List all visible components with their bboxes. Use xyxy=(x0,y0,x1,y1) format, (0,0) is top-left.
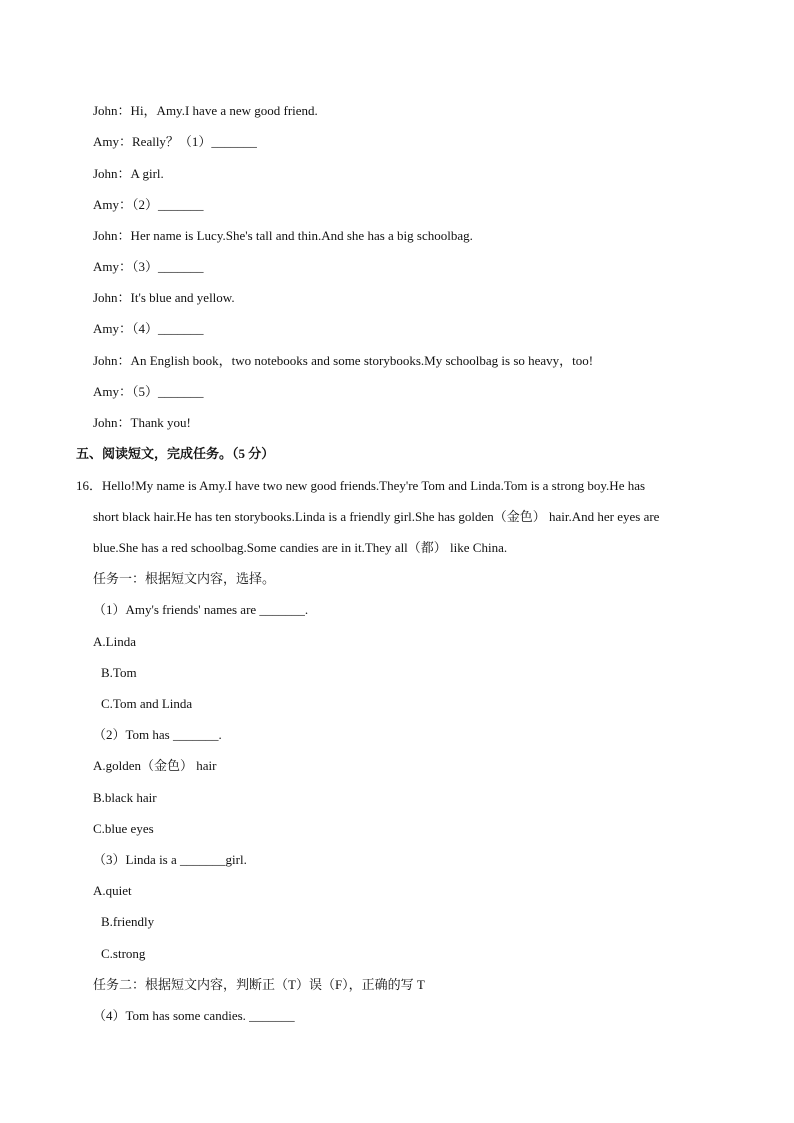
dialogue-line: Amy：Really？（1）_______ xyxy=(93,134,257,149)
question-2: （2）Tom has _______. xyxy=(93,727,222,742)
option-a: A.Linda xyxy=(93,634,136,649)
dialogue-line: John：A girl. xyxy=(93,166,164,181)
dialogue-line: Amy：（4）_______ xyxy=(93,321,204,336)
option-c: C.blue eyes xyxy=(93,821,154,836)
option-a: A.quiet xyxy=(93,883,132,898)
option-c: C.strong xyxy=(101,946,146,961)
passage-line: 16．Hello!My name is Amy.I have two new good friends.They're Tom and Linda.Tom is a strong boy.He has xyxy=(76,478,646,493)
passage-line: blue.She has a red schoolbag.Some candies are in it.They all（都） like China. xyxy=(93,540,508,555)
dialogue-line: Amy：（3）_______ xyxy=(93,259,204,274)
question-4: （4）Tom has some candies. _______ xyxy=(93,1008,295,1023)
task-two-title: 任务二：根据短文内容，判断正（T）误（F），正确的写 T xyxy=(93,977,425,992)
dialogue-line: Amy：（2）_______ xyxy=(93,197,204,212)
dialogue-line: John：An English book，two notebooks and some storybooks.My schoolbag is so heavy，too! xyxy=(93,353,594,368)
passage-line: short black hair.He has ten storybooks.Linda is a friendly girl.She has golden（金色） hair.And her eyes are xyxy=(93,509,660,524)
option-c: C.Tom and Linda xyxy=(101,696,193,711)
question-3: （3）Linda is a _______girl. xyxy=(93,852,247,867)
option-b: B.black hair xyxy=(93,790,157,805)
dialogue-line: John：Her name is Lucy.She's tall and thin.And she has a big schoolbag. xyxy=(93,228,473,243)
dialogue-line: John：Thank you! xyxy=(93,415,191,430)
option-b: B.Tom xyxy=(101,665,137,680)
option-b: B.friendly xyxy=(101,914,155,929)
dialogue-line: Amy：（5）_______ xyxy=(93,384,204,399)
option-a: A.golden（金色） hair xyxy=(93,758,217,773)
section-heading: 五、阅读短文，完成任务。（5 分） xyxy=(76,446,275,461)
dialogue-line: John：Hi，Amy.I have a new good friend. xyxy=(93,103,318,118)
dialogue-line: John：It's blue and yellow. xyxy=(93,290,235,305)
question-1: （1）Amy's friends' names are _______. xyxy=(93,602,309,617)
task-one-title: 任务一：根据短文内容，选择。 xyxy=(93,571,276,586)
